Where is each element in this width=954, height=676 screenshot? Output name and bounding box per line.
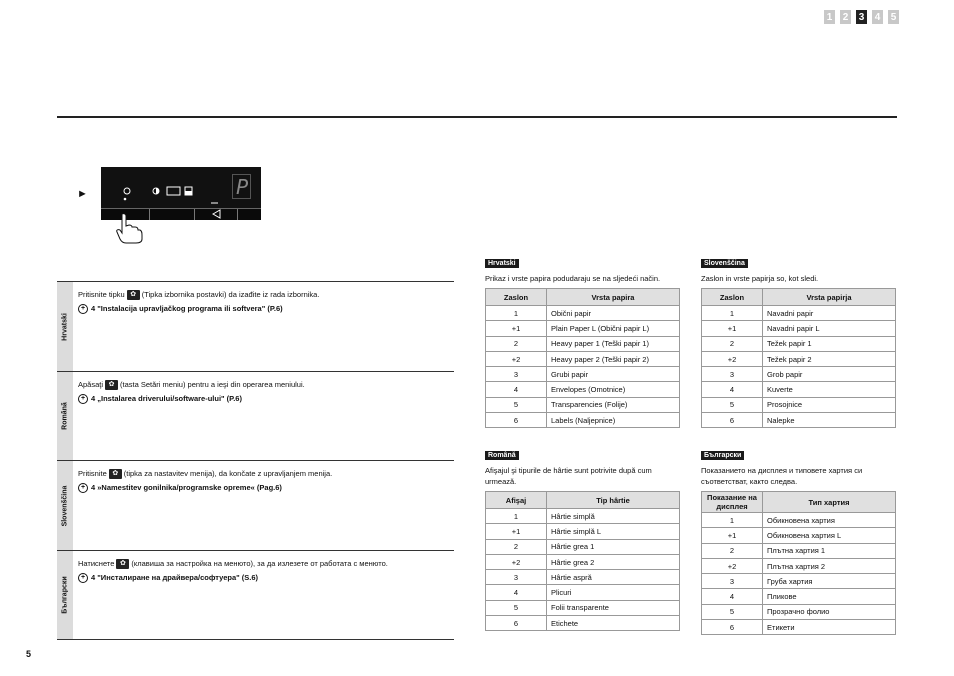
page-link-5[interactable]: 5 [888, 10, 899, 24]
paper-type: Прозрачно фолио [763, 604, 896, 619]
display-value: 3 [702, 367, 763, 382]
column-header-paper-type: Vrsta papira [547, 289, 680, 306]
reference-link[interactable]: + 4 "Инсталиране на драйвера/софтуера" (S.6) [78, 572, 388, 583]
paper-type-table [485, 288, 680, 428]
instruction-text: Pritisnite [78, 469, 107, 478]
display-value: 4 [486, 585, 547, 600]
table-row [702, 351, 896, 366]
paper-type: Plain Paper L (Obični papir L) [547, 321, 680, 336]
menu-exit-instructions [57, 281, 454, 640]
plus-circle-icon: + [78, 394, 88, 404]
display-value: 6 [486, 616, 547, 631]
table-row [702, 543, 896, 558]
paper-type: Heavy paper 2 (Teški papir 2) [547, 351, 680, 366]
settings-menu-key-icon: ✿ [127, 290, 140, 300]
display-value: 5 [702, 604, 763, 619]
plus-circle-icon: + [78, 483, 88, 493]
table-row [702, 321, 896, 336]
paper-table-hr [485, 258, 680, 428]
instruction-text: (tasta Setări meniu) pentru a ieşi din operarea meniului. [120, 380, 305, 389]
table-row [486, 306, 680, 321]
table-row [486, 600, 680, 615]
display-value: 4 [702, 589, 763, 604]
table-row [486, 524, 680, 539]
table-row [702, 589, 896, 604]
paper-type-table [701, 288, 896, 428]
table-row [702, 558, 896, 573]
paper-type: Plicuri [547, 585, 680, 600]
instruction-text: Натиснете [78, 559, 115, 568]
paper-type: Envelopes (Omotnice) [547, 382, 680, 397]
pointer-arrow-icon: ► [77, 188, 88, 200]
paper-type: Težek papir 2 [763, 351, 896, 366]
language-label: Slovenščina [701, 259, 748, 268]
instruction-text: (Tipka izbornika postavki) da izađite iz rada izbornika. [141, 290, 320, 299]
header-divider [57, 116, 897, 118]
table-row [486, 336, 680, 351]
reference-link[interactable]: + 4 »Namestitev gonilnika/programske opreme« (Pag.6) [78, 482, 332, 493]
display-value: 5 [486, 600, 547, 615]
display-value: +2 [702, 351, 763, 366]
paper-type: Hârtie grea 1 [547, 539, 680, 554]
display-value: +2 [486, 351, 547, 366]
display-value: 4 [702, 382, 763, 397]
reference-link[interactable]: + 4 „Instalarea driverului/software-ului" (P.6) [78, 393, 305, 404]
settings-menu-key-icon: ✿ [105, 380, 118, 390]
table-row [702, 574, 896, 589]
column-header-display: Zaslon [702, 289, 763, 306]
paper-table-bg [701, 450, 896, 635]
language-label: Română [485, 451, 519, 460]
table-row [702, 413, 896, 428]
plus-circle-icon: + [78, 304, 88, 314]
display-value: 6 [702, 620, 763, 635]
table-row [702, 382, 896, 397]
table-row [702, 604, 896, 619]
paper-type: Hârtie grea 2 [547, 554, 680, 569]
table-intro: Prikaz i vrste papira podudaraju se na sljedeći način. [485, 274, 661, 283]
pressing-hand-icon [115, 212, 143, 244]
language-label: Hrvatski [485, 259, 519, 268]
paper-type: Обикновена хартия [763, 513, 896, 528]
page-navigation [824, 10, 899, 24]
paper-type: Transparencies (Folije) [547, 397, 680, 412]
display-value: 3 [486, 367, 547, 382]
instruction-text: (клавиша за настройка на менюто), за да излезете от работата с менюто. [131, 559, 388, 568]
column-header-paper-type: Tip hârtie [547, 492, 680, 509]
display-value: 2 [486, 539, 547, 554]
display-value: 1 [486, 306, 547, 321]
language-section-sl [57, 461, 454, 551]
paper-type: Груба хартия [763, 574, 896, 589]
display-value: 1 [702, 306, 763, 321]
table-row [486, 570, 680, 585]
instruction-text: (tipka za nastavitev menija), da končate z upravljanjem menija. [123, 469, 333, 478]
table-row [702, 367, 896, 382]
table-row [702, 528, 896, 543]
language-section-hr [57, 282, 454, 372]
paper-type: Kuverte [763, 382, 896, 397]
page-link-4[interactable]: 4 [872, 10, 883, 24]
instruction-text: Apăsaţi [78, 380, 104, 389]
page-link-2[interactable]: 2 [840, 10, 851, 24]
paper-type: Etichete [547, 616, 680, 631]
table-row [702, 336, 896, 351]
table-row [486, 321, 680, 336]
settings-menu-key-icon: ✿ [116, 559, 129, 569]
svg-text:P: P [236, 175, 249, 198]
paper-type-table [701, 491, 896, 635]
paper-type: Heavy paper 1 (Teški papir 1) [547, 336, 680, 351]
table-row [486, 616, 680, 631]
display-value: +1 [702, 321, 763, 336]
column-header-display: Afişaj [486, 492, 547, 509]
paper-type: Grob papir [763, 367, 896, 382]
paper-type: Prosojnice [763, 397, 896, 412]
paper-type-table [485, 491, 680, 631]
display-value: +1 [486, 524, 547, 539]
table-intro: Zaslon in vrste papirja so, kot sledi. [701, 274, 819, 283]
paper-type: Обикновена хартия L [763, 528, 896, 543]
display-value: 1 [486, 509, 547, 524]
paper-type: Labels (Naljepnice) [547, 413, 680, 428]
column-header-display: Показание на дисплея [702, 492, 763, 513]
paper-type: Navadni papir L [763, 321, 896, 336]
paper-table-sl [701, 258, 896, 428]
page-number: 5 [26, 649, 32, 659]
paper-type: Navadni papir [763, 306, 896, 321]
language-tab-label: Български [61, 576, 69, 614]
display-value: +1 [702, 528, 763, 543]
table-intro: Afişajul şi tipurile de hârtie sunt potrivite după cum urmează. [485, 466, 652, 486]
table-row [486, 539, 680, 554]
paper-type: Плътна хартия 2 [763, 558, 896, 573]
paper-table-ro [485, 450, 680, 631]
display-value: 5 [486, 397, 547, 412]
paper-type: Grubi papir [547, 367, 680, 382]
table-row [486, 397, 680, 412]
table-row [486, 585, 680, 600]
display-value: 3 [702, 574, 763, 589]
display-value: 6 [702, 413, 763, 428]
display-value: 3 [486, 570, 547, 585]
paper-type: Težek papir 1 [763, 336, 896, 351]
table-row [486, 554, 680, 569]
instruction-text: Pritisnite tipku [78, 290, 125, 299]
column-header-paper-type: Тип хартия [763, 492, 896, 513]
display-value: +1 [486, 321, 547, 336]
table-row [702, 397, 896, 412]
paper-type: Пликове [763, 589, 896, 604]
back-arrow-icon [211, 209, 223, 219]
settings-menu-key-icon: ✿ [109, 469, 122, 479]
language-section-bg [57, 551, 454, 640]
table-row [702, 306, 896, 321]
table-row [486, 367, 680, 382]
display-value: 2 [486, 336, 547, 351]
table-row [486, 382, 680, 397]
language-section-ro [57, 372, 454, 461]
language-tab-label: Română [61, 402, 69, 430]
paper-type: Плътна хартия 1 [763, 543, 896, 558]
paper-type: Hârtie simplă L [547, 524, 680, 539]
column-header-display: Zaslon [486, 289, 547, 306]
paper-type: Hârtie simplă [547, 509, 680, 524]
display-value: 2 [702, 543, 763, 558]
display-value: 2 [702, 336, 763, 351]
seven-segment-display [232, 174, 251, 199]
paper-type: Folii transparente [547, 600, 680, 615]
paper-type: Nalepke [763, 413, 896, 428]
language-tab-label: Hrvatski [61, 312, 69, 341]
paper-type: Hârtie aspră [547, 570, 680, 585]
display-value: +2 [486, 554, 547, 569]
display-value: 6 [486, 413, 547, 428]
paper-type: Етикети [763, 620, 896, 635]
display-value: 4 [486, 382, 547, 397]
plus-circle-icon: + [78, 573, 88, 583]
table-row [702, 620, 896, 635]
page-link-3-current[interactable]: 3 [856, 10, 867, 24]
display-value: +2 [702, 558, 763, 573]
display-value: 5 [702, 397, 763, 412]
reference-link[interactable]: + 4 "Instalacija upravljačkog programa ili softvera" (P.6) [78, 303, 319, 314]
paper-type: Obični papir [547, 306, 680, 321]
language-label: Български [701, 451, 744, 460]
table-row [486, 413, 680, 428]
column-header-paper-type: Vrsta papirja [763, 289, 896, 306]
table-row [486, 509, 680, 524]
page-link-1[interactable]: 1 [824, 10, 835, 24]
display-value: 1 [702, 513, 763, 528]
language-tab-label: Slovenščina [61, 485, 69, 526]
table-row [486, 351, 680, 366]
table-row [702, 513, 896, 528]
table-intro: Показанието на дисплея и типовете хартия си съответстват, както следва. [701, 466, 863, 486]
